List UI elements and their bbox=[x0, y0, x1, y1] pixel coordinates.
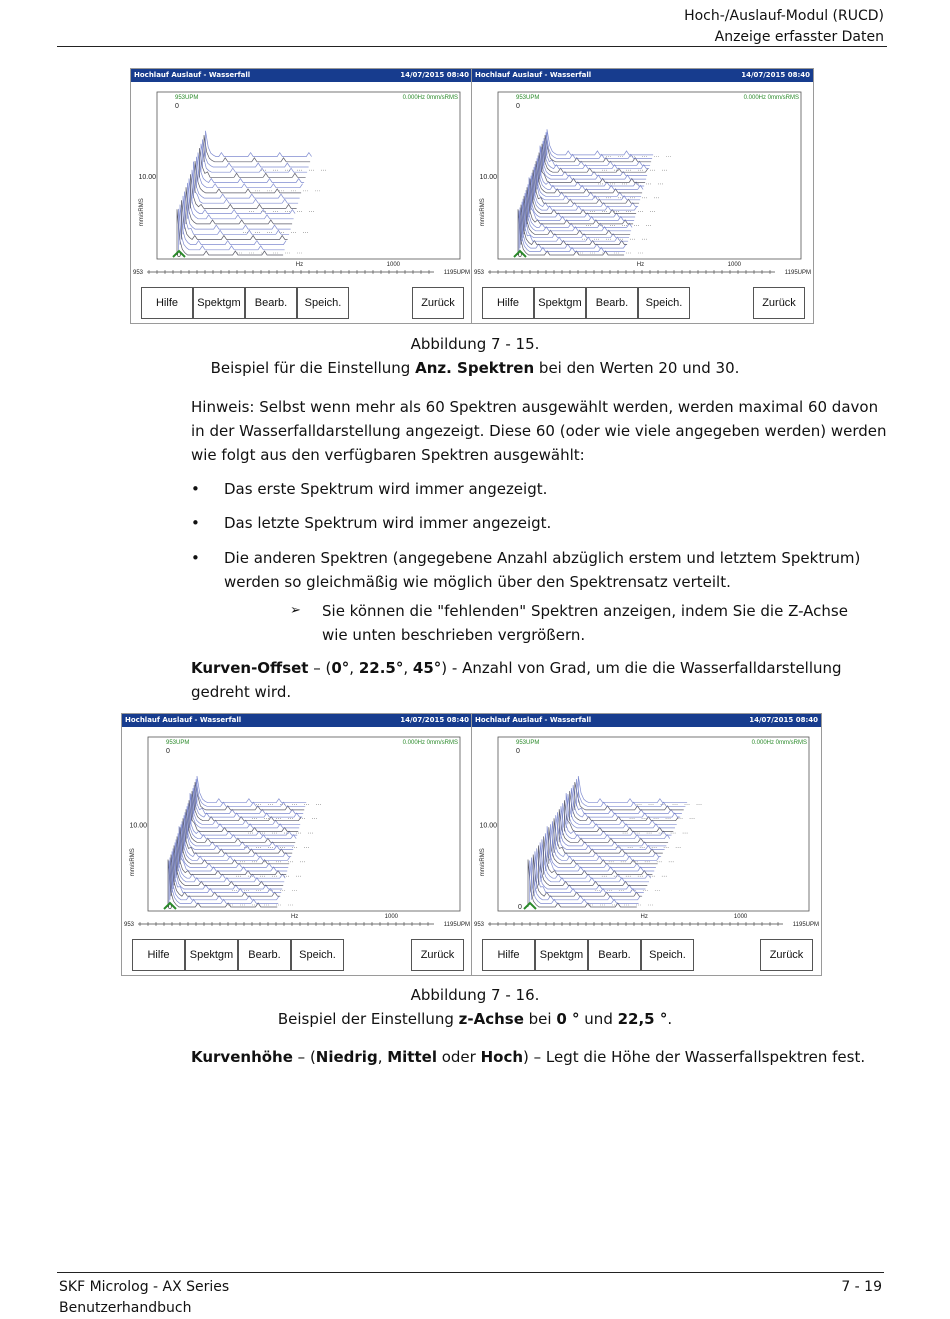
waterfall-plot bbox=[472, 729, 821, 929]
y-axis-top-label: 0 bbox=[166, 748, 170, 755]
softkey-bar bbox=[131, 287, 472, 321]
text: ) – Legt die Höhe der Wasserfallspektren fest. bbox=[523, 1048, 866, 1066]
x-axis-unit: Hz bbox=[640, 914, 648, 920]
cursor-readout: 0.000Hz 0mm/sRMS bbox=[402, 95, 458, 101]
value: Hoch bbox=[480, 1048, 524, 1066]
screenshot-right bbox=[471, 68, 814, 324]
screenshot-left bbox=[130, 68, 473, 324]
page-number: 7 - 19 bbox=[841, 1279, 882, 1295]
rpm-right-label: 1195UPM bbox=[784, 270, 811, 276]
rpm-readout: 953UPM bbox=[516, 95, 540, 101]
window-titlebar bbox=[131, 69, 472, 82]
text: ) - Anzahl von Grad, um die die Wasserfalldarstellung gedreht wird. bbox=[191, 659, 842, 701]
x-axis-start-label: 0 bbox=[168, 904, 172, 911]
rpm-left-label: 953 bbox=[474, 922, 485, 928]
value: 22.5° bbox=[358, 659, 404, 677]
bullet-text: Das erste Spektrum wird immer angezeigt. bbox=[224, 480, 548, 498]
value: Mittel bbox=[387, 1048, 437, 1066]
rpm-readout: 953UPM bbox=[175, 95, 199, 101]
caption-term: 22,5 ° bbox=[617, 1010, 668, 1028]
figure-7-15 bbox=[130, 68, 814, 324]
x-axis-end-label: 1000 bbox=[384, 914, 399, 920]
x-axis-start-label: 0 bbox=[518, 904, 522, 911]
figure-7-16-caption bbox=[0, 1007, 950, 1031]
y-axis-mid-label: 10.00 bbox=[479, 822, 497, 830]
help-button[interactable]: Hilfe bbox=[482, 287, 534, 319]
spectrogram-button[interactable]: Spektgm bbox=[534, 287, 586, 319]
bullet-icon: • bbox=[191, 480, 200, 498]
back-button[interactable]: Zurück bbox=[411, 939, 464, 971]
term-kurvenhoehe: Kurvenhöhe bbox=[191, 1048, 293, 1066]
save-button[interactable]: Speich. bbox=[641, 939, 694, 971]
figure-7-15-caption-number: Abbildung 7 - 15. bbox=[410, 335, 540, 353]
y-axis-unit: mm/sRMS bbox=[130, 848, 136, 877]
waterfall-plot bbox=[122, 729, 472, 929]
window-titlebar bbox=[472, 714, 821, 727]
cursor-readout: 0.000Hz 0mm/sRMS bbox=[743, 95, 799, 101]
edit-button[interactable]: Bearb. bbox=[586, 287, 638, 319]
edit-button[interactable]: Bearb. bbox=[245, 287, 297, 319]
back-button[interactable]: Zurück bbox=[412, 287, 464, 319]
arrow-bullet-icon: ➢ bbox=[290, 603, 301, 618]
help-button[interactable]: Hilfe bbox=[141, 287, 193, 319]
timestamp: 14/07/2015 08:40 bbox=[400, 71, 469, 79]
waterfall-plot bbox=[131, 84, 472, 277]
bullet-icon: • bbox=[191, 514, 200, 532]
plot-frame bbox=[498, 737, 809, 911]
kurven-offset-paragraph bbox=[191, 656, 891, 704]
rpm-readout: 953UPM bbox=[516, 740, 540, 746]
save-button[interactable]: Speich. bbox=[297, 287, 349, 319]
caption-text: und bbox=[579, 1010, 618, 1028]
help-button[interactable]: Hilfe bbox=[482, 939, 535, 971]
screenshot-left bbox=[121, 713, 473, 976]
rpm-left-label: 953 bbox=[474, 270, 485, 276]
y-axis-top-label: 0 bbox=[516, 748, 520, 755]
timestamp: 14/07/2015 08:40 bbox=[400, 716, 469, 724]
figure-7-16-caption-number: Abbildung 7 - 16. bbox=[410, 986, 540, 1004]
spectrogram-button[interactable]: Spektgm bbox=[193, 287, 245, 319]
window-titlebar bbox=[122, 714, 472, 727]
window-title: Hochlauf Auslauf - Wasserfall bbox=[134, 71, 251, 79]
softkey-bar bbox=[472, 287, 813, 321]
caption-text: bei den Werten 20 und 30. bbox=[534, 359, 740, 377]
spectrogram-button[interactable]: Spektgm bbox=[185, 939, 238, 971]
y-axis-mid-label: 10.00 bbox=[479, 173, 497, 181]
text: oder bbox=[436, 1048, 481, 1066]
x-axis-end-label: 1000 bbox=[733, 914, 748, 920]
timestamp: 14/07/2015 08:40 bbox=[741, 71, 810, 79]
softkey-bar bbox=[472, 939, 821, 973]
value: 0° bbox=[331, 659, 350, 677]
caption-text: bei bbox=[523, 1010, 557, 1028]
waterfall-plot bbox=[472, 84, 813, 277]
rpm-right-label: 1195UPM bbox=[443, 922, 470, 928]
footer-manual: Benutzerhandbuch bbox=[59, 1300, 192, 1316]
save-button[interactable]: Speich. bbox=[291, 939, 344, 971]
window-titlebar bbox=[472, 69, 813, 82]
y-axis-top-label: 0 bbox=[516, 103, 520, 110]
value: Niedrig bbox=[315, 1048, 378, 1066]
help-button[interactable]: Hilfe bbox=[132, 939, 185, 971]
cursor-readout: 0.000Hz 0mm/sRMS bbox=[751, 740, 807, 746]
x-axis-end-label: 1000 bbox=[727, 262, 742, 268]
caption-text: Beispiel für die Einstellung bbox=[210, 359, 416, 377]
x-axis-start-label: 0 bbox=[518, 252, 522, 259]
rpm-readout: 953UPM bbox=[166, 740, 190, 746]
header-section: Anzeige erfasster Daten bbox=[714, 29, 884, 45]
y-axis-top-label: 0 bbox=[175, 103, 179, 110]
x-axis-end-label: 1000 bbox=[386, 262, 401, 268]
window-title: Hochlauf Auslauf - Wasserfall bbox=[475, 71, 592, 79]
value: 45° bbox=[412, 659, 442, 677]
y-axis-unit: mm/sRMS bbox=[480, 198, 486, 227]
bullet-text: Die anderen Spektren (angegebene Anzahl abzüglich erstem und letztem Spektrum) werden so gleichmäßig wie möglich über den Spektrensatz verteilt. bbox=[224, 549, 861, 591]
x-axis-unit: Hz bbox=[295, 262, 304, 268]
screenshot-right bbox=[471, 713, 822, 976]
caption-text: . bbox=[667, 1010, 673, 1028]
running-header bbox=[684, 6, 884, 48]
bullet-text: Das letzte Spektrum wird immer angezeigt. bbox=[224, 514, 552, 532]
x-axis-unit: Hz bbox=[636, 262, 645, 268]
edit-button[interactable]: Bearb. bbox=[238, 939, 291, 971]
text: – ( bbox=[308, 659, 332, 677]
rpm-right-label: 1195UPM bbox=[792, 922, 819, 928]
footer-product: SKF Microlog - AX Series bbox=[59, 1279, 230, 1295]
header-rule bbox=[57, 46, 887, 47]
header-module: Hoch-/Auslauf-Modul (RUCD) bbox=[684, 8, 884, 24]
text: – ( bbox=[292, 1048, 316, 1066]
figure-7-16 bbox=[121, 713, 822, 976]
window-title: Hochlauf Auslauf - Wasserfall bbox=[475, 716, 592, 724]
term-kurven-offset: Kurven-Offset bbox=[191, 659, 309, 677]
text: , bbox=[377, 1048, 388, 1066]
kurvenhoehe-paragraph bbox=[191, 1045, 891, 1069]
text: , bbox=[349, 659, 359, 677]
x-axis-unit: Hz bbox=[290, 914, 299, 920]
bullet-icon: • bbox=[191, 549, 200, 567]
note-paragraph: Hinweis: Selbst wenn mehr als 60 Spektren ausgewählt werden, werden maximal 60 davon in der Wasserfalldarstellung angezeigt. Diese 60 (oder wie viele angegeben werden) werden wie folgt aus den verfügbaren Spektren ausgewählt: bbox=[191, 398, 887, 464]
y-axis-mid-label: 10.00 bbox=[129, 822, 147, 830]
figure-7-15-caption bbox=[0, 356, 950, 380]
footer-rule bbox=[57, 1272, 884, 1273]
edit-button[interactable]: Bearb. bbox=[588, 939, 641, 971]
window-title: Hochlauf Auslauf - Wasserfall bbox=[125, 716, 242, 724]
spectrogram-button[interactable]: Spektgm bbox=[535, 939, 588, 971]
y-axis-unit: mm/sRMS bbox=[139, 198, 145, 227]
back-button[interactable]: Zurück bbox=[760, 939, 813, 971]
back-button[interactable]: Zurück bbox=[753, 287, 805, 319]
caption-term: Anz. Spektren bbox=[415, 359, 535, 377]
footer-left bbox=[59, 1277, 229, 1319]
caption-term: z-Achse bbox=[458, 1010, 524, 1028]
y-axis-unit: mm/sRMS bbox=[480, 848, 486, 877]
save-button[interactable]: Speich. bbox=[638, 287, 690, 319]
rpm-left-label: 953 bbox=[124, 922, 135, 928]
caption-text: Beispiel der Einstellung bbox=[277, 1010, 459, 1028]
rpm-left-label: 953 bbox=[133, 270, 144, 276]
caption-term: 0 ° bbox=[556, 1010, 580, 1028]
softkey-bar bbox=[122, 939, 472, 973]
rpm-right-label: 1195UPM bbox=[443, 270, 470, 276]
x-axis-start-label: 0 bbox=[177, 252, 181, 259]
cursor-readout: 0.000Hz 0mm/sRMS bbox=[402, 740, 458, 746]
text: , bbox=[403, 659, 413, 677]
y-axis-mid-label: 10.00 bbox=[138, 173, 156, 181]
timestamp: 14/07/2015 08:40 bbox=[749, 716, 818, 724]
sub-bullet-text: Sie können die "fehlenden" Spektren anzeigen, indem Sie die Z-Achse wie unten beschrieben vergrößern. bbox=[322, 602, 848, 644]
